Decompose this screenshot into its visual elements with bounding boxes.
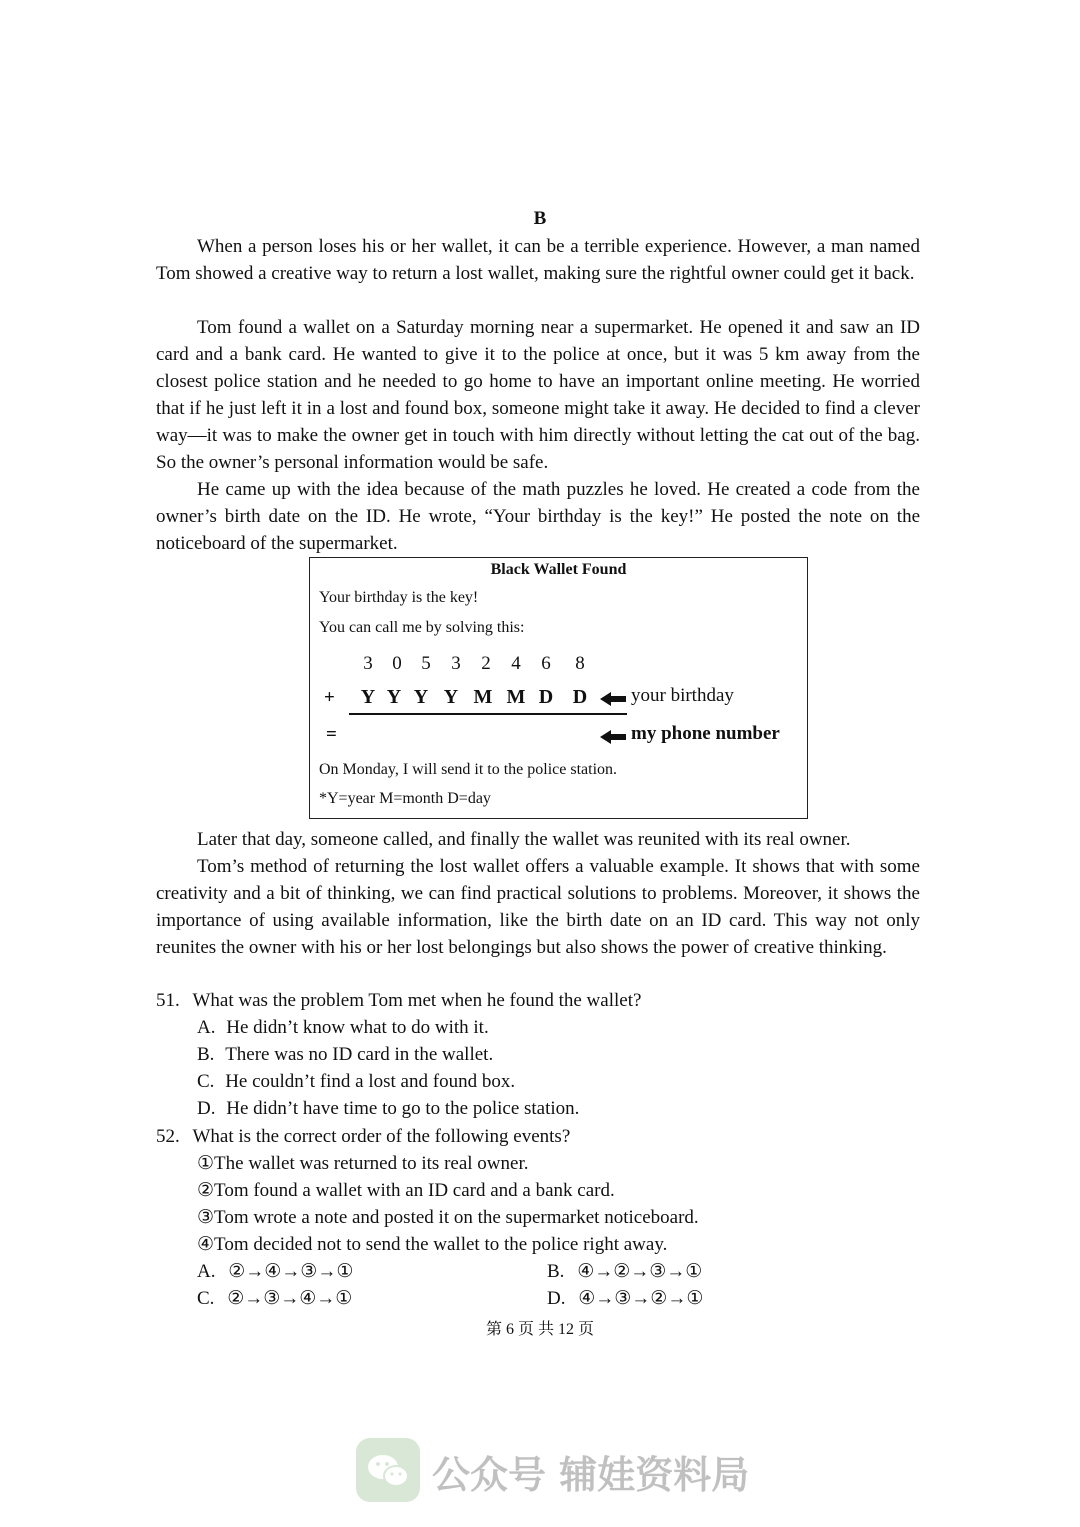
- option-letter: B.: [547, 1261, 565, 1282]
- option-text: ②→③→④→①: [227, 1288, 353, 1309]
- left-arrow-icon: [600, 730, 626, 744]
- section-title: B: [533, 208, 547, 229]
- option-text: He didn’t know what to do with it.: [226, 1017, 489, 1038]
- event-item: ④Tom decided not to send the wallet to the police right away.: [197, 1234, 668, 1255]
- option-letter: A.: [197, 1261, 216, 1282]
- notice-legend: *Y=year M=month D=day: [319, 790, 491, 807]
- date-letter: M: [473, 686, 493, 708]
- birthday-label: your birthday: [631, 685, 734, 706]
- sum-line: [349, 713, 627, 715]
- wechat-icon: [356, 1438, 420, 1502]
- equals-sign: =: [326, 724, 337, 745]
- event-item: ①The wallet was returned to its real owner.: [197, 1153, 529, 1174]
- date-letter: Y: [443, 686, 459, 708]
- option-51-b[interactable]: [197, 1041, 493, 1068]
- option-letter: D.: [197, 1098, 216, 1119]
- question-52: [156, 1123, 570, 1150]
- passage-paragraph: When a person loses his or her wallet, it can be a terrible experience. However, a man named Tom showed a creative way to return a lost wallet, making sure the rightful owner could get it back.: [156, 236, 920, 284]
- option-letter: C.: [197, 1288, 215, 1309]
- option-text: ④→②→③→①: [577, 1261, 703, 1282]
- option-letter: C.: [197, 1071, 215, 1092]
- digit: 4: [511, 653, 521, 674]
- notice-title: Black Wallet Found: [490, 561, 627, 578]
- watermark: [356, 1438, 756, 1504]
- option-text: He couldn’t find a lost and found box.: [225, 1071, 516, 1092]
- date-letter: Y: [386, 686, 402, 708]
- phone-label: my phone number: [631, 723, 780, 744]
- digit: 3: [363, 653, 373, 674]
- left-arrow-icon: [600, 692, 626, 706]
- passage-paragraph: Tom found a wallet on a Saturday morning near a supermarket. He opened it and saw an ID card and a bank card. He wanted to give it to the police at once, but it was 5 km away from the closest police station and he needed to go home to have an important online meeting. He worried that if he just left it in a lost and found box, someone might take it away. He decided to find a clever way—it was to make the owner get in touch with him directly without letting the cat out of the bag. So the owner’s personal information would be safe.: [156, 317, 920, 473]
- option-51-d[interactable]: [197, 1095, 579, 1122]
- date-letter: Y: [413, 686, 429, 708]
- option-52-c[interactable]: [197, 1285, 352, 1312]
- date-letter: D: [572, 686, 588, 708]
- question-text: What was the problem Tom met when he found the wallet?: [192, 990, 642, 1011]
- passage-paragraph: He came up with the idea because of the math puzzles he loved. He created a code from the owner’s birth date on the ID. He wrote, “Your birthday is the key!” He posted the note on the noticeboard of the supermarket.: [156, 479, 920, 554]
- notice-line-monday: On Monday, I will send it to the police station.: [319, 761, 618, 778]
- page-footer: 第 6 页 共 12 页: [485, 1321, 594, 1338]
- option-text: ④→③→②→①: [578, 1288, 704, 1309]
- passage-paragraph: Tom’s method of returning the lost wallet offers a valuable example. It shows that with some creativity and a bit of thinking, we can find practical solutions to problems. Moreover, it shows the importance of using available information, like the birth date on an ID card. This way not only reunites the owner with his or her lost belongings but also shows the power of creative thinking.: [156, 856, 920, 958]
- notice-line-solve: You can call me by solving this:: [319, 619, 525, 636]
- option-51-c[interactable]: [197, 1068, 515, 1095]
- event-item: ②Tom found a wallet with an ID card and a bank card.: [197, 1180, 615, 1201]
- event-item: ③Tom wrote a note and posted it on the supermarket noticeboard.: [197, 1207, 699, 1228]
- digit: 3: [451, 653, 461, 674]
- digit: 6: [541, 653, 551, 674]
- option-51-a[interactable]: [197, 1014, 489, 1041]
- watermark-text: 公众号 辅娃资料局: [432, 1453, 750, 1497]
- digit: 0: [392, 653, 402, 674]
- option-text: There was no ID card in the wallet.: [225, 1044, 494, 1065]
- digit: 2: [481, 653, 491, 674]
- option-letter: B.: [197, 1044, 215, 1065]
- option-52-b[interactable]: [547, 1258, 702, 1285]
- option-letter: D.: [547, 1288, 566, 1309]
- date-letter: D: [538, 686, 554, 708]
- question-number: 51.: [156, 990, 180, 1011]
- option-52-d[interactable]: [547, 1285, 703, 1312]
- option-text: ②→④→③→①: [228, 1261, 354, 1282]
- option-letter: A.: [197, 1017, 216, 1038]
- option-52-a[interactable]: [197, 1258, 353, 1285]
- plus-sign: +: [324, 687, 335, 708]
- date-letter: M: [506, 686, 526, 708]
- notice-digits-row: [310, 653, 807, 673]
- passage-paragraph: Later that day, someone called, and finally the wallet was reunited with its real owner.: [197, 829, 851, 850]
- question-51: [156, 987, 641, 1014]
- date-letter: Y: [360, 686, 376, 708]
- digit: 8: [575, 653, 585, 674]
- digit: 5: [421, 653, 431, 674]
- question-number: 52.: [156, 1126, 180, 1147]
- option-text: He didn’t have time to go to the police station.: [226, 1098, 580, 1119]
- question-text: What is the correct order of the following events?: [192, 1126, 571, 1147]
- notice-box: [309, 557, 808, 819]
- notice-line-key: Your birthday is the key!: [319, 589, 479, 606]
